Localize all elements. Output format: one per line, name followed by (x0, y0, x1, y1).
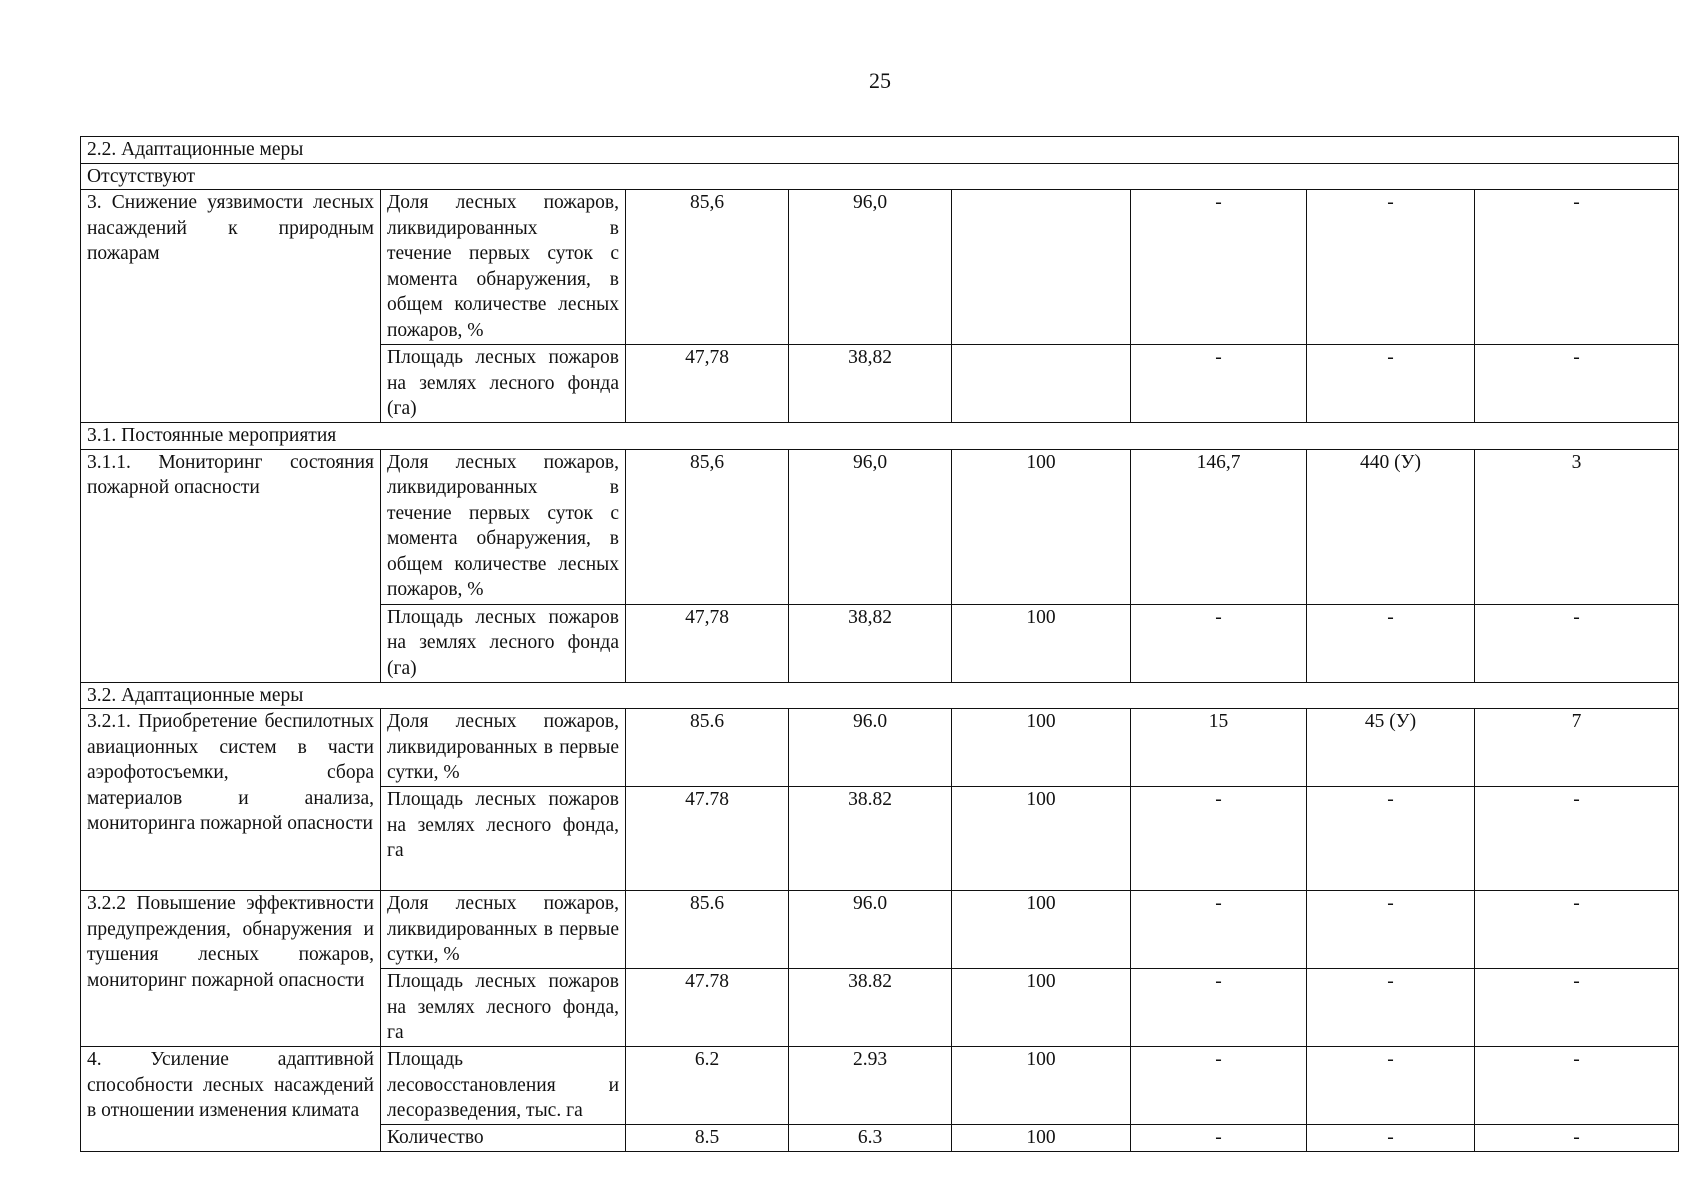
value-cell: - (1475, 345, 1679, 423)
value-cell: - (1131, 345, 1307, 423)
table-row (81, 709, 1679, 787)
value-cell: 47.78 (626, 969, 789, 1047)
indicator-cell: Доля лесных пожаров, ликвидированных в первые сутки, % (381, 891, 626, 969)
measure-cell: 3.2.2 Повышение эффективности предупреждения, обнаружения и тушения лесных пожаров, мониторинг пожарной опасности (81, 891, 381, 1047)
indicator-cell: Количество (381, 1125, 626, 1152)
indicator-cell: Площадь лесных пожаров на землях лесного фонда (га) (381, 345, 626, 423)
page-number: 25 (869, 68, 891, 93)
value-cell: - (1307, 1047, 1475, 1125)
section-row (81, 163, 1679, 190)
value-cell: 47,78 (626, 604, 789, 682)
value-cell: 100 (952, 709, 1131, 787)
value-cell: 8.5 (626, 1125, 789, 1152)
value-cell: 45 (У) (1307, 709, 1475, 787)
value-cell: 85,6 (626, 449, 789, 604)
value-cell: 85.6 (626, 891, 789, 969)
value-cell: - (1307, 190, 1475, 345)
value-cell: 100 (952, 891, 1131, 969)
value-cell: 96.0 (789, 891, 952, 969)
value-cell: 100 (952, 604, 1131, 682)
value-cell: - (1131, 1047, 1307, 1125)
value-cell: 38.82 (789, 787, 952, 891)
measure-cell: 3.2.1. Приобретение беспилотных авиационных систем в части аэрофотосъемки, сбора материалов и анализа, мониторинга пожарной опасности (81, 709, 381, 891)
value-cell: - (1131, 1125, 1307, 1152)
section-heading: 3.1. Постоянные мероприятия (81, 423, 1679, 450)
absent-note: Отсутствуют (81, 163, 1679, 190)
value-cell: - (1307, 345, 1475, 423)
value-cell: - (1307, 969, 1475, 1047)
value-cell: 6.3 (789, 1125, 952, 1152)
section-heading: 2.2. Адаптационные меры (81, 137, 1679, 164)
value-cell: 100 (952, 1125, 1131, 1152)
table-row (81, 190, 1679, 345)
measure-cell: 3.1.1. Мониторинг состояния пожарной опасности (81, 449, 381, 682)
table-row (81, 1047, 1679, 1125)
value-cell: 146,7 (1131, 449, 1307, 604)
value-cell: - (1307, 604, 1475, 682)
section-row (81, 137, 1679, 164)
value-cell: - (1307, 787, 1475, 891)
value-cell: - (1307, 891, 1475, 969)
value-cell: 96,0 (789, 449, 952, 604)
value-cell: - (1475, 969, 1679, 1047)
value-cell: 100 (952, 449, 1131, 604)
value-cell: 440 (У) (1307, 449, 1475, 604)
value-cell: - (1131, 969, 1307, 1047)
value-cell: 100 (952, 969, 1131, 1047)
value-cell: 6.2 (626, 1047, 789, 1125)
value-cell: - (1131, 604, 1307, 682)
indicator-cell: Площадь лесных пожаров на землях лесного фонда, га (381, 787, 626, 891)
value-cell: 2.93 (789, 1047, 952, 1125)
measures-table (80, 136, 1679, 1152)
value-cell: 85.6 (626, 709, 789, 787)
table-row (81, 891, 1679, 969)
value-cell (952, 190, 1131, 345)
value-cell (952, 345, 1131, 423)
section-row (81, 423, 1679, 450)
value-cell: 100 (952, 787, 1131, 891)
indicator-cell: Площадь лесных пожаров на землях лесного фонда (га) (381, 604, 626, 682)
indicator-cell: Доля лесных пожаров, ликвидированных в течение первых суток с момента обнаружения, в общем количестве лесных пожаров, % (381, 190, 626, 345)
indicator-cell: Площадь лесовосстановления и лесоразведения, тыс. га (381, 1047, 626, 1125)
value-cell: 47,78 (626, 345, 789, 423)
value-cell: - (1131, 787, 1307, 891)
value-cell: - (1475, 1125, 1679, 1152)
indicator-cell: Площадь лесных пожаров на землях лесного фонда, га (381, 969, 626, 1047)
value-cell: - (1475, 787, 1679, 891)
value-cell: - (1131, 190, 1307, 345)
value-cell: 100 (952, 1047, 1131, 1125)
value-cell: - (1475, 891, 1679, 969)
value-cell: 47.78 (626, 787, 789, 891)
value-cell: 38,82 (789, 604, 952, 682)
value-cell: - (1475, 604, 1679, 682)
indicator-cell: Доля лесных пожаров, ликвидированных в первые сутки, % (381, 709, 626, 787)
value-cell: 3 (1475, 449, 1679, 604)
value-cell: 38.82 (789, 969, 952, 1047)
table-row (81, 449, 1679, 604)
value-cell: - (1475, 190, 1679, 345)
value-cell: - (1307, 1125, 1475, 1152)
measure-cell: 4. Усиление адаптивной способности лесных насаждений в отношении изменения климата (81, 1047, 381, 1152)
value-cell: 38,82 (789, 345, 952, 423)
value-cell: 7 (1475, 709, 1679, 787)
value-cell: 85,6 (626, 190, 789, 345)
section-row (81, 682, 1679, 709)
measure-cell: 3. Снижение уязвимости лесных насаждений к природным пожарам (81, 190, 381, 423)
indicator-cell: Доля лесных пожаров, ликвидированных в течение первых суток с момента обнаружения, в общем количестве лесных пожаров, % (381, 449, 626, 604)
value-cell: 96.0 (789, 709, 952, 787)
value-cell: 15 (1131, 709, 1307, 787)
section-heading: 3.2. Адаптационные меры (81, 682, 1679, 709)
value-cell: - (1475, 1047, 1679, 1125)
value-cell: - (1131, 891, 1307, 969)
value-cell: 96,0 (789, 190, 952, 345)
